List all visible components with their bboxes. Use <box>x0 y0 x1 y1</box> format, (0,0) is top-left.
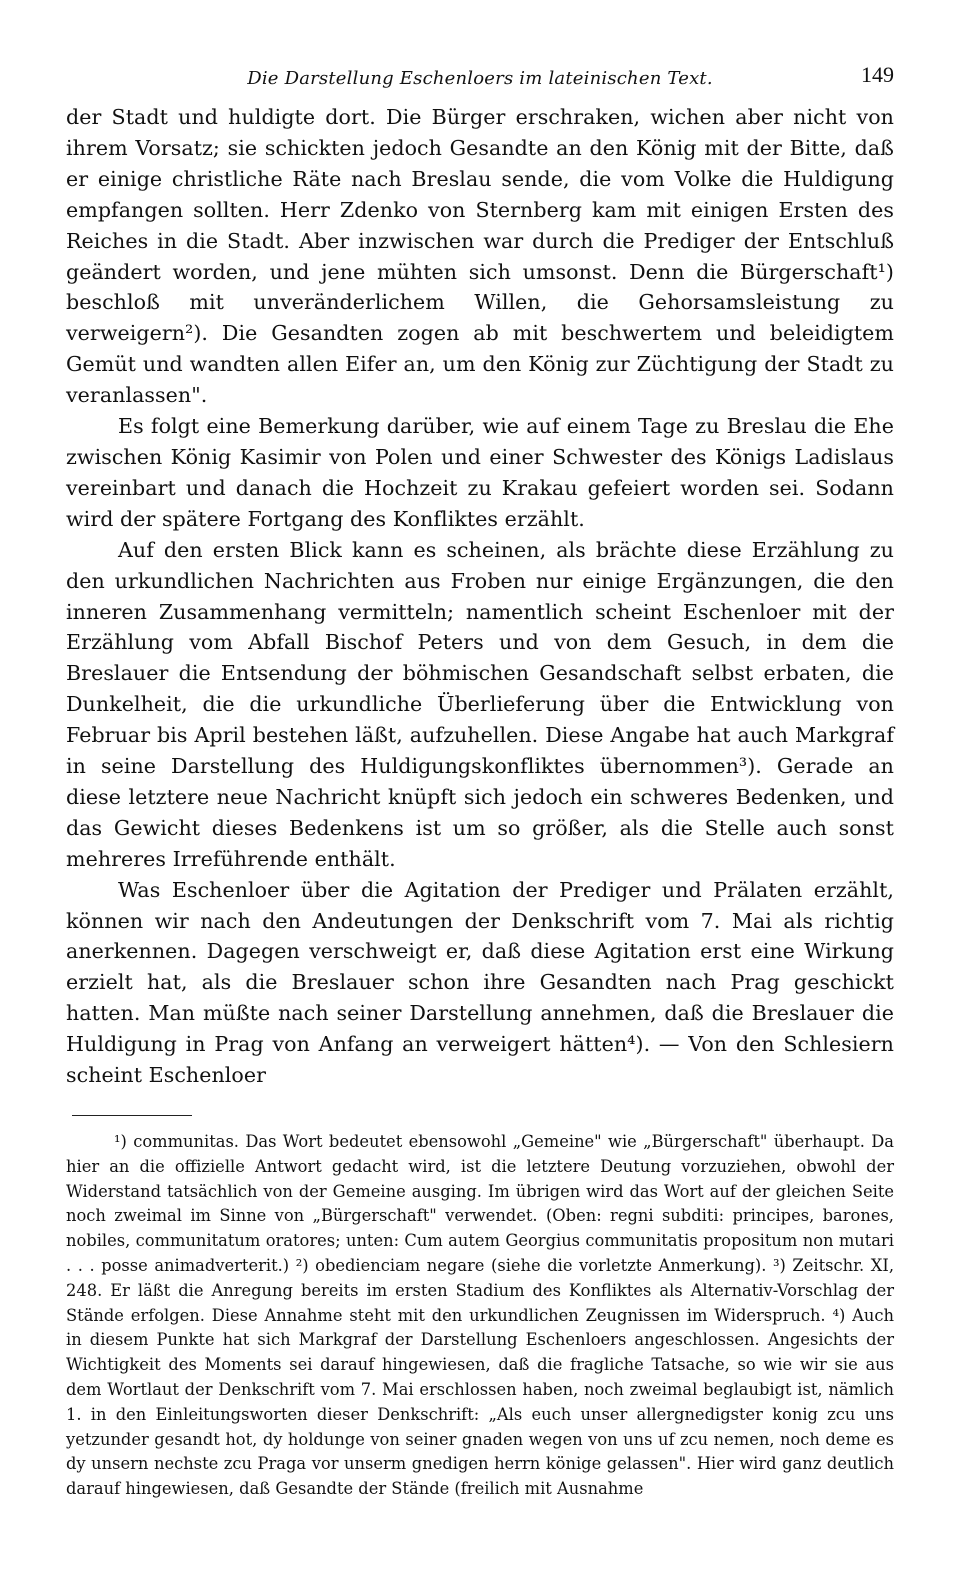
running-title: Die Darstellung Eschenloers im lateinischen Text. <box>247 68 713 89</box>
paragraph: der Stadt und huldigte dort. Die Bürger erschraken, wichen aber nicht von ihrem Vorsatz; sie schickten jedoch Gesandte an den König mit der Bitte, daß er einige christliche Räte nach Breslau sende, die vom Volke die Huldigung empfangen sollten. Herr Zdenko von Sternberg kam mit einigen Ersten des Reiches in die Stadt. Aber inzwischen war durch die Prediger der Entschluß geändert worden, und jene mühten sich umsonst. Denn die Bürgerschaft¹) beschloß mit unveränderlichem Willen, die Gehorsamsleistung zu verweigern²). Die Gesandten zogen ab mit beschwertem und beleidigtem Gemüt und wandten allen Eifer an, um den König zur Züchtigung der Stadt zu veranlassen". <box>66 105 894 408</box>
main-text <box>66 102 894 1091</box>
footnote-block: ¹) communitas. Das Wort bedeutet ebensowohl „Gemeine" wie „Bürgerschaft" überhaupt. Da hier an die offizielle Antwort gedacht wird, ist die letztere Deutung vorzuziehen, obwohl der Widerstand tatsächlich von der Gemeine ausging. Im übrigen wird das Wort auf der gleichen Seite noch zweimal im Sinne von „Bürgerschaft" verwendet. (Oben: regni subditi: principes, barones, nobiles, communitatum oratores; unten: Cum autem Georgius communitatis propositum non mutari . . . posse animadverterit.) ²) obedienciam negare (siehe die vorletzte Anmerkung). ³) Zeitschr. XI, 248. Er läßt die Anregung bereits im ersten Stadium des Konfliktes als Alternativ-Vorschlag der Stände erfolgen. Diese Annahme steht mit den urkundlichen Zeugnissen im Widerspruch. ⁴) Auch in diesem Punkte hat sich Markgraf der Darstellung Eschenloers angeschlossen. Angesichts der Wichtigkeit des Moments sei darauf hingewiesen, daß die fragliche Tatsache, so wie wir sie aus dem Wortlaut der Denkschrift vom 7. Mai erschlossen haben, noch zweimal beglaubigt ist, nämlich 1. in den Einleitungsworten dieser Denkschrift: „Als euch unser allergnedigster konig zcu uns yetzunder gesandt hot, dy holdunge von seiner gnaden wegen von uns uf zcu nemen, noch deme es dy unsern nechste zcu Praga vor unserm gnedigen herrn könige gelassen". Hier wird ganz deutlich darauf hingewiesen, daß Gesandte der Stände (freilich mit Ausnahme <box>66 1132 894 1499</box>
page-number: 149 <box>861 62 894 87</box>
paragraph: Was Eschenloer über die Agitation der Prediger und Prälaten erzählt, können wir nach den Andeutungen der Denkschrift vom 7. Mai als richtig anerkennen. Dagegen verschweigt er, daß diese Agitation erst eine Wirkung erzielt hat, als die Breslauer schon ihre Gesandten nach Prag geschickt hatten. Man müßte nach seiner Darstellung annehmen, daß die Breslauer die Huldigung in Prag von Anfang an verweigert hätten⁴). — Von den Schlesiern scheint Eschenloer <box>66 877 894 1088</box>
paragraph: Auf den ersten Blick kann es scheinen, als brächte diese Erzählung zu den urkundlichen Nachrichten aus Froben nur einige Ergänzungen, die den inneren Zusammenhang vermitteln; namentlich scheint Eschenloer mit der Erzählung vom Abfall Bischof Peters und von dem Gesuch, in dem die Breslauer die Entsendung der böhmischen Gesandschaft selbst erbaten, die Dunkelheit, die die urkundliche Überlieferung über die Entwicklung von Februar bis April bestehen läßt, aufzuhellen. Diese Angabe hat auch Markgraf in seine Darstellung des Huldigungskonfliktes übernommen³). Gerade an diese letztere neue Nachricht knüpft sich jedoch ein schweres Bedenken, und das Gewicht dieses Bedenkens ist um so größer, als die Stelle auch sonst mehreres Irreführende enthält. <box>66 537 894 871</box>
footnote-divider <box>72 1115 192 1116</box>
running-head <box>66 62 894 102</box>
footnotes <box>66 1130 894 1502</box>
paragraph: Es folgt eine Bemerkung darüber, wie auf einem Tage zu Breslau die Ehe zwischen König Kasimir von Polen und einer Schwester des Königs Ladislaus vereinbart und danach die Hochzeit zu Krakau gefeiert worden sei. Sodann wird der spätere Fortgang des Konfliktes erzählt. <box>66 414 894 531</box>
